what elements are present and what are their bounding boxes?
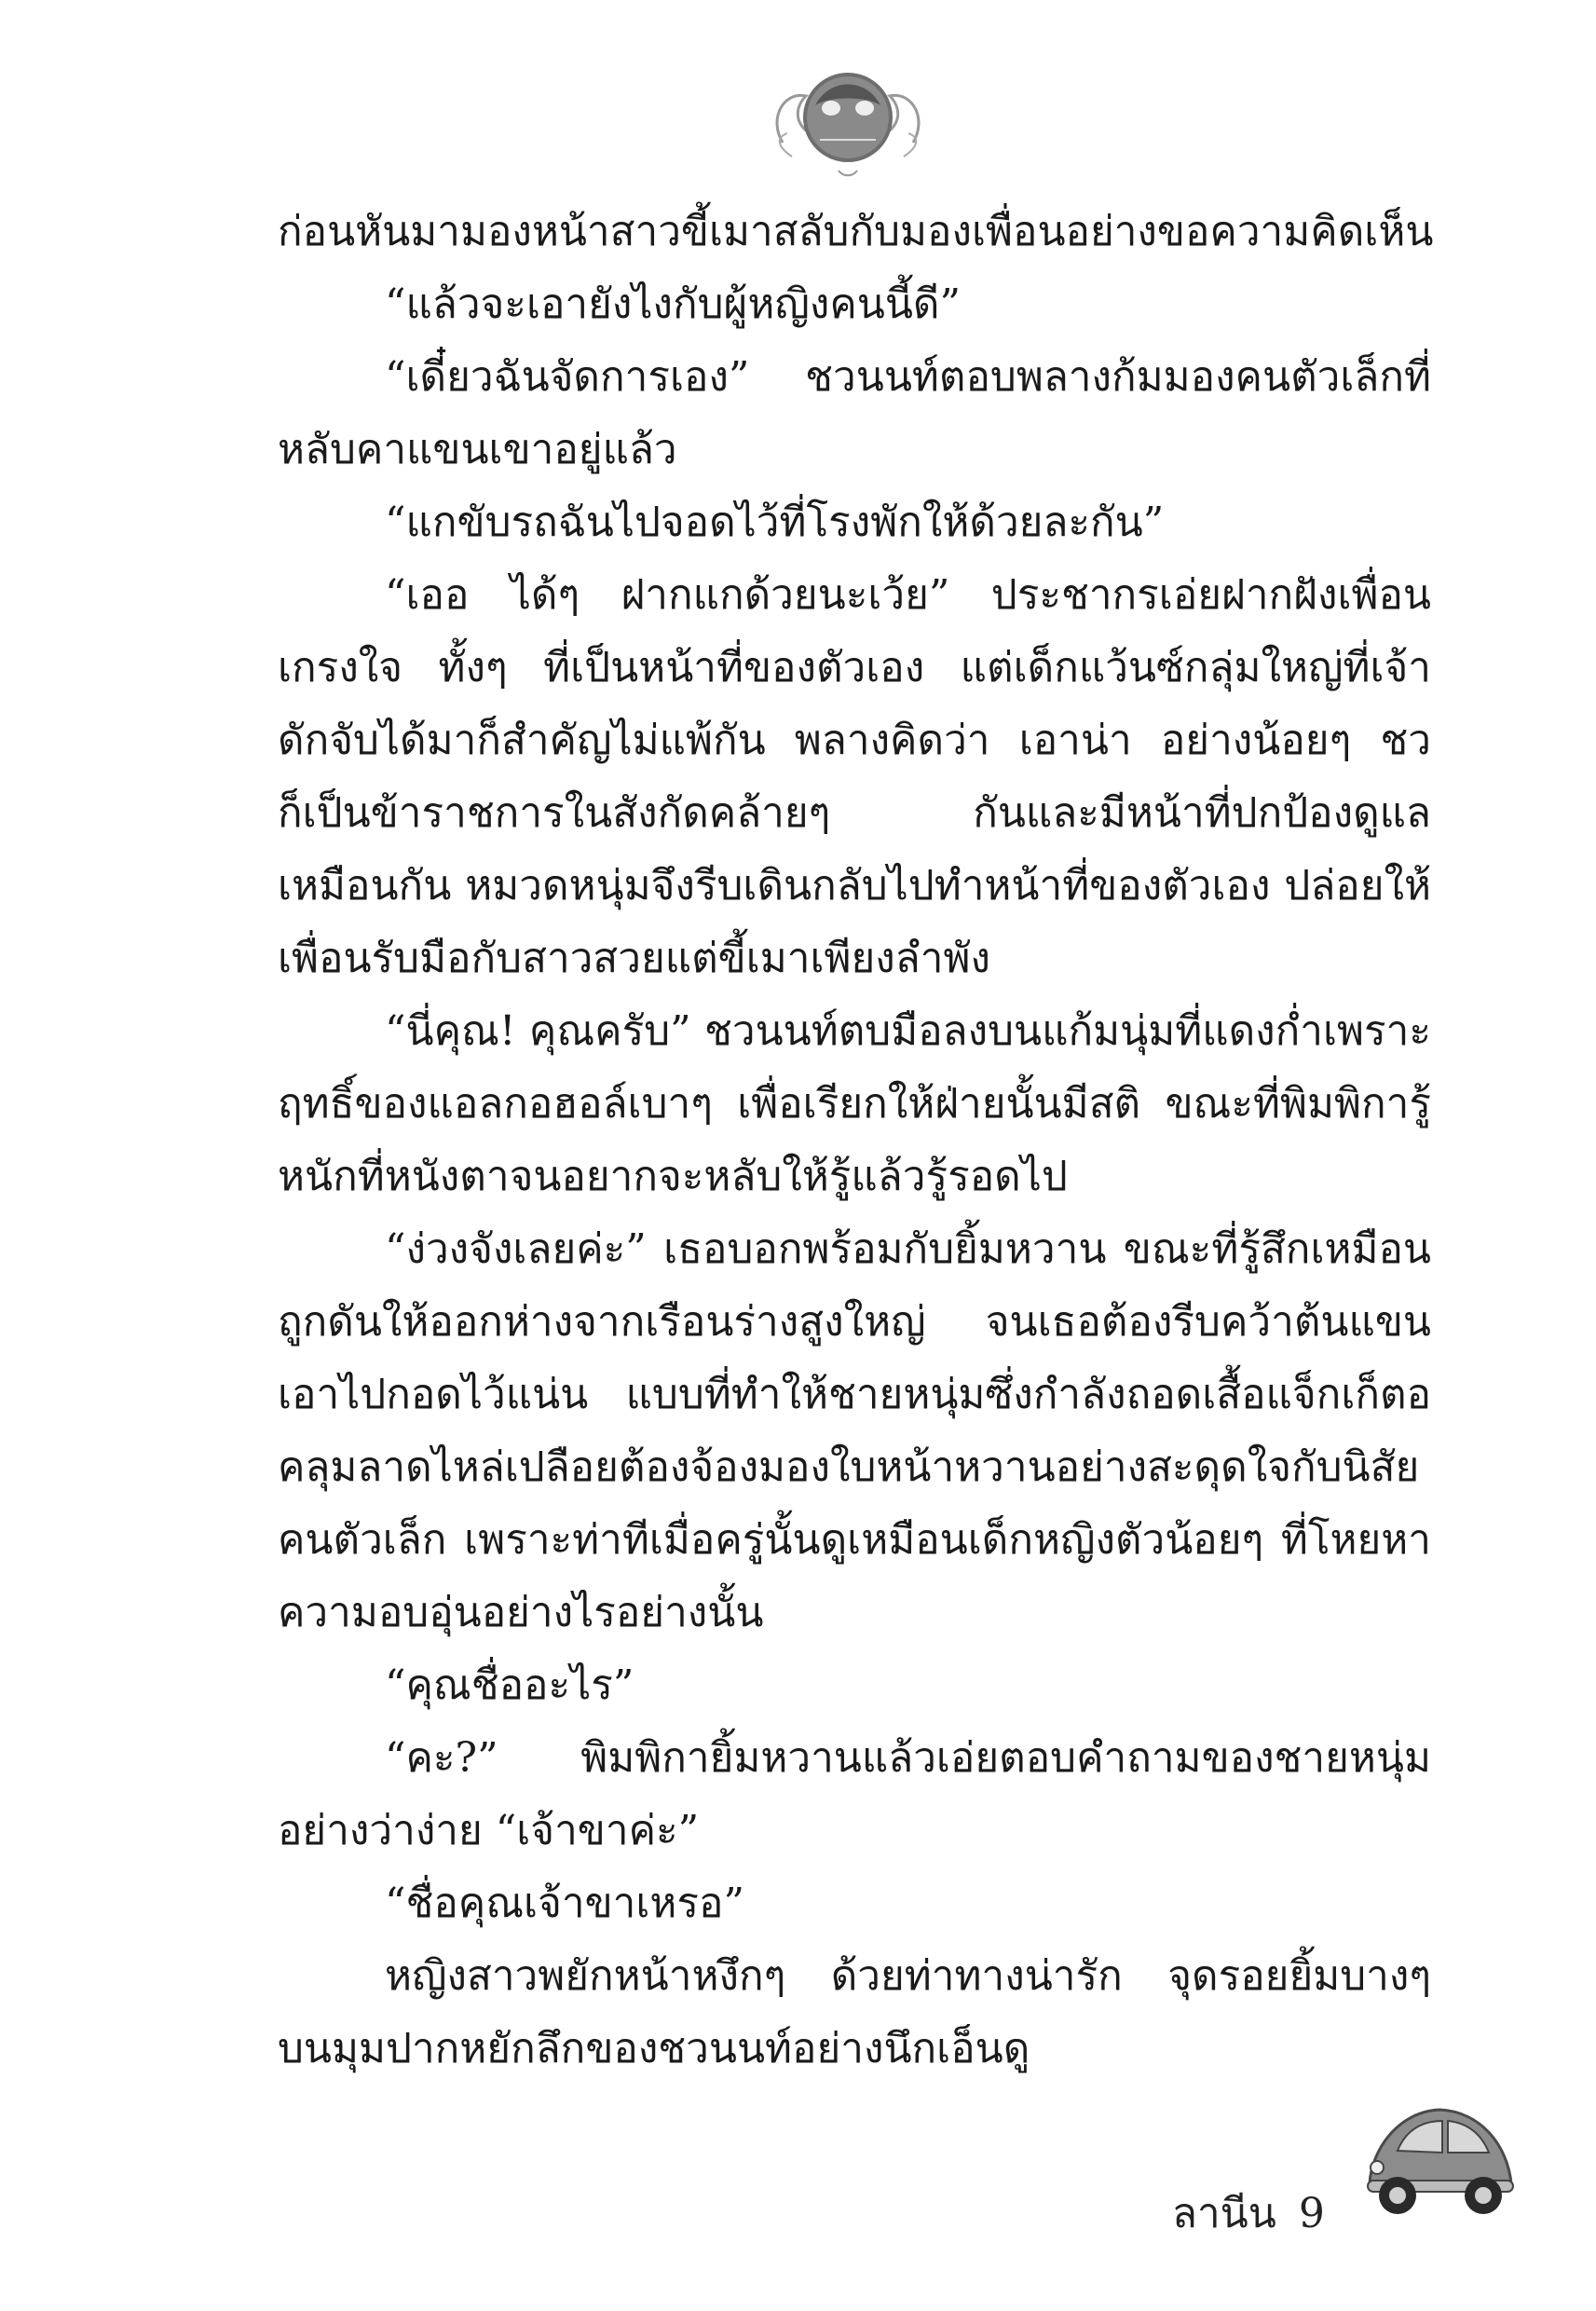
- running-title: ลานีน: [1172, 2190, 1276, 2237]
- header-emblem-logo: [764, 54, 932, 185]
- text-line: “แกขับรถฉันไปจอดไว้ที่โรงพักให้ด้วยละกัน”: [385, 499, 1165, 546]
- text-line: “คะ?” พิมพิกายิ้มหวานแล้วเอ่ยตอบคำถามของชายหนุ่ม: [385, 1734, 1431, 1782]
- text-line: ถูกดันให้ออกห่างจากเรือนร่างสูงใหญ่ จนเธอต้องรีบคว้าต้นแขน: [278, 1298, 1431, 1346]
- text-line: ดักจับได้มาก็สำคัญไม่แพ้กัน พลางคิดว่า เอาน่า อย่างน้อยๆ ชว: [278, 717, 1431, 764]
- text-line: “ง่วงจังเลยค่ะ” เธอบอกพร้อมกับยิ้มหวาน ขณะที่รู้สึกเหมือน: [385, 1225, 1431, 1273]
- text-line: คนตัวเล็ก เพราะท่าทีเมื่อครู่นั้นดูเหมือนเด็กหญิงตัวน้อยๆ ที่โหยหา: [278, 1516, 1431, 1564]
- text-line: “ชื่อคุณเจ้าขาเหรอ”: [385, 1880, 744, 1927]
- text-line: “นี่คุณ! คุณครับ” ชวนนท์ตบมือลงบนแก้มนุ่มที่แดงก่ำเพราะ: [385, 1007, 1431, 1055]
- page-footer: [1172, 2181, 1325, 2246]
- text-line: บนมุมปากหยักลึกของชวนนท์อย่างนึกเอ็นดู: [278, 2025, 1030, 2072]
- text-line: เพื่อนรับมือกับสาวสวยแต่ขี้เมาเพียงลำพัง: [278, 935, 990, 982]
- text-line: ก่อนหันมามองหน้าสาวขี้เมาสลับกับมองเพื่อนอย่างขอความคิดเห็น: [278, 208, 1434, 255]
- beetle-car-icon: [1360, 2095, 1519, 2225]
- text-line: ฤทธิ์ของแอลกอฮอล์เบาๆ เพื่อเรียกให้ฝ่ายนั้นมีสติ ขณะที่พิมพิการู้: [278, 1080, 1431, 1128]
- text-line: หลับคาแขนเขาอยู่แล้ว: [278, 426, 677, 473]
- text-line: เกรงใจ ทั้งๆ ที่เป็นหน้าที่ของตัวเอง แต่เด็กแว้นซ์กลุ่มใหญ่ที่เจ้า: [278, 644, 1431, 691]
- text-line: คลุมลาดไหล่เปลือยต้องจ้องมองใบหน้าหวานอย่างสะดุดใจกับนิสัย: [278, 1443, 1420, 1491]
- text-line: เอาไปกอดไว้แน่น แบบที่ทำให้ชายหนุ่มซึ่งกำลังถอดเสื้อแจ็กเก็ตอ: [278, 1371, 1431, 1418]
- text-line: หนักที่หนังตาจนอยากจะหลับให้รู้แล้วรู้รอดไป: [278, 1153, 1068, 1200]
- body-text: [278, 196, 1434, 2085]
- text-line: อย่างว่าง่าย “เจ้าขาค่ะ”: [278, 1807, 700, 1854]
- text-line: “คุณชื่ออะไร”: [385, 1661, 634, 1709]
- page-number: 9: [1298, 2190, 1325, 2237]
- text-line: ก็เป็นข้าราชการในสังกัดคล้ายๆ กันและมีหน้าที่ปกป้องดูแล: [278, 789, 1431, 837]
- text-line: ความอบอุ่นอย่างไรอย่างนั้น: [278, 1589, 764, 1636]
- text-line: เหมือนกัน หมวดหนุ่มจึงรีบเดินกลับไปทำหน้าที่ของตัวเอง ปล่อยให้: [278, 862, 1431, 909]
- text-line: “เดี๋ยวฉันจัดการเอง” ชวนนท์ตอบพลางก้มมองคนตัวเล็กที่: [385, 353, 1431, 401]
- text-line: หญิงสาวพยักหน้าหงึกๆ ด้วยท่าทางน่ารัก จุดรอยยิ้มบางๆ: [385, 1952, 1431, 2000]
- text-line: “แล้วจะเอายังไงกับผู้หญิงคนนี้ดี”: [385, 280, 961, 328]
- text-line: “เออ ได้ๆ ฝากแกด้วยนะเว้ย” ประชากรเอ่ยฝากฝังเพื่อน: [385, 571, 1431, 619]
